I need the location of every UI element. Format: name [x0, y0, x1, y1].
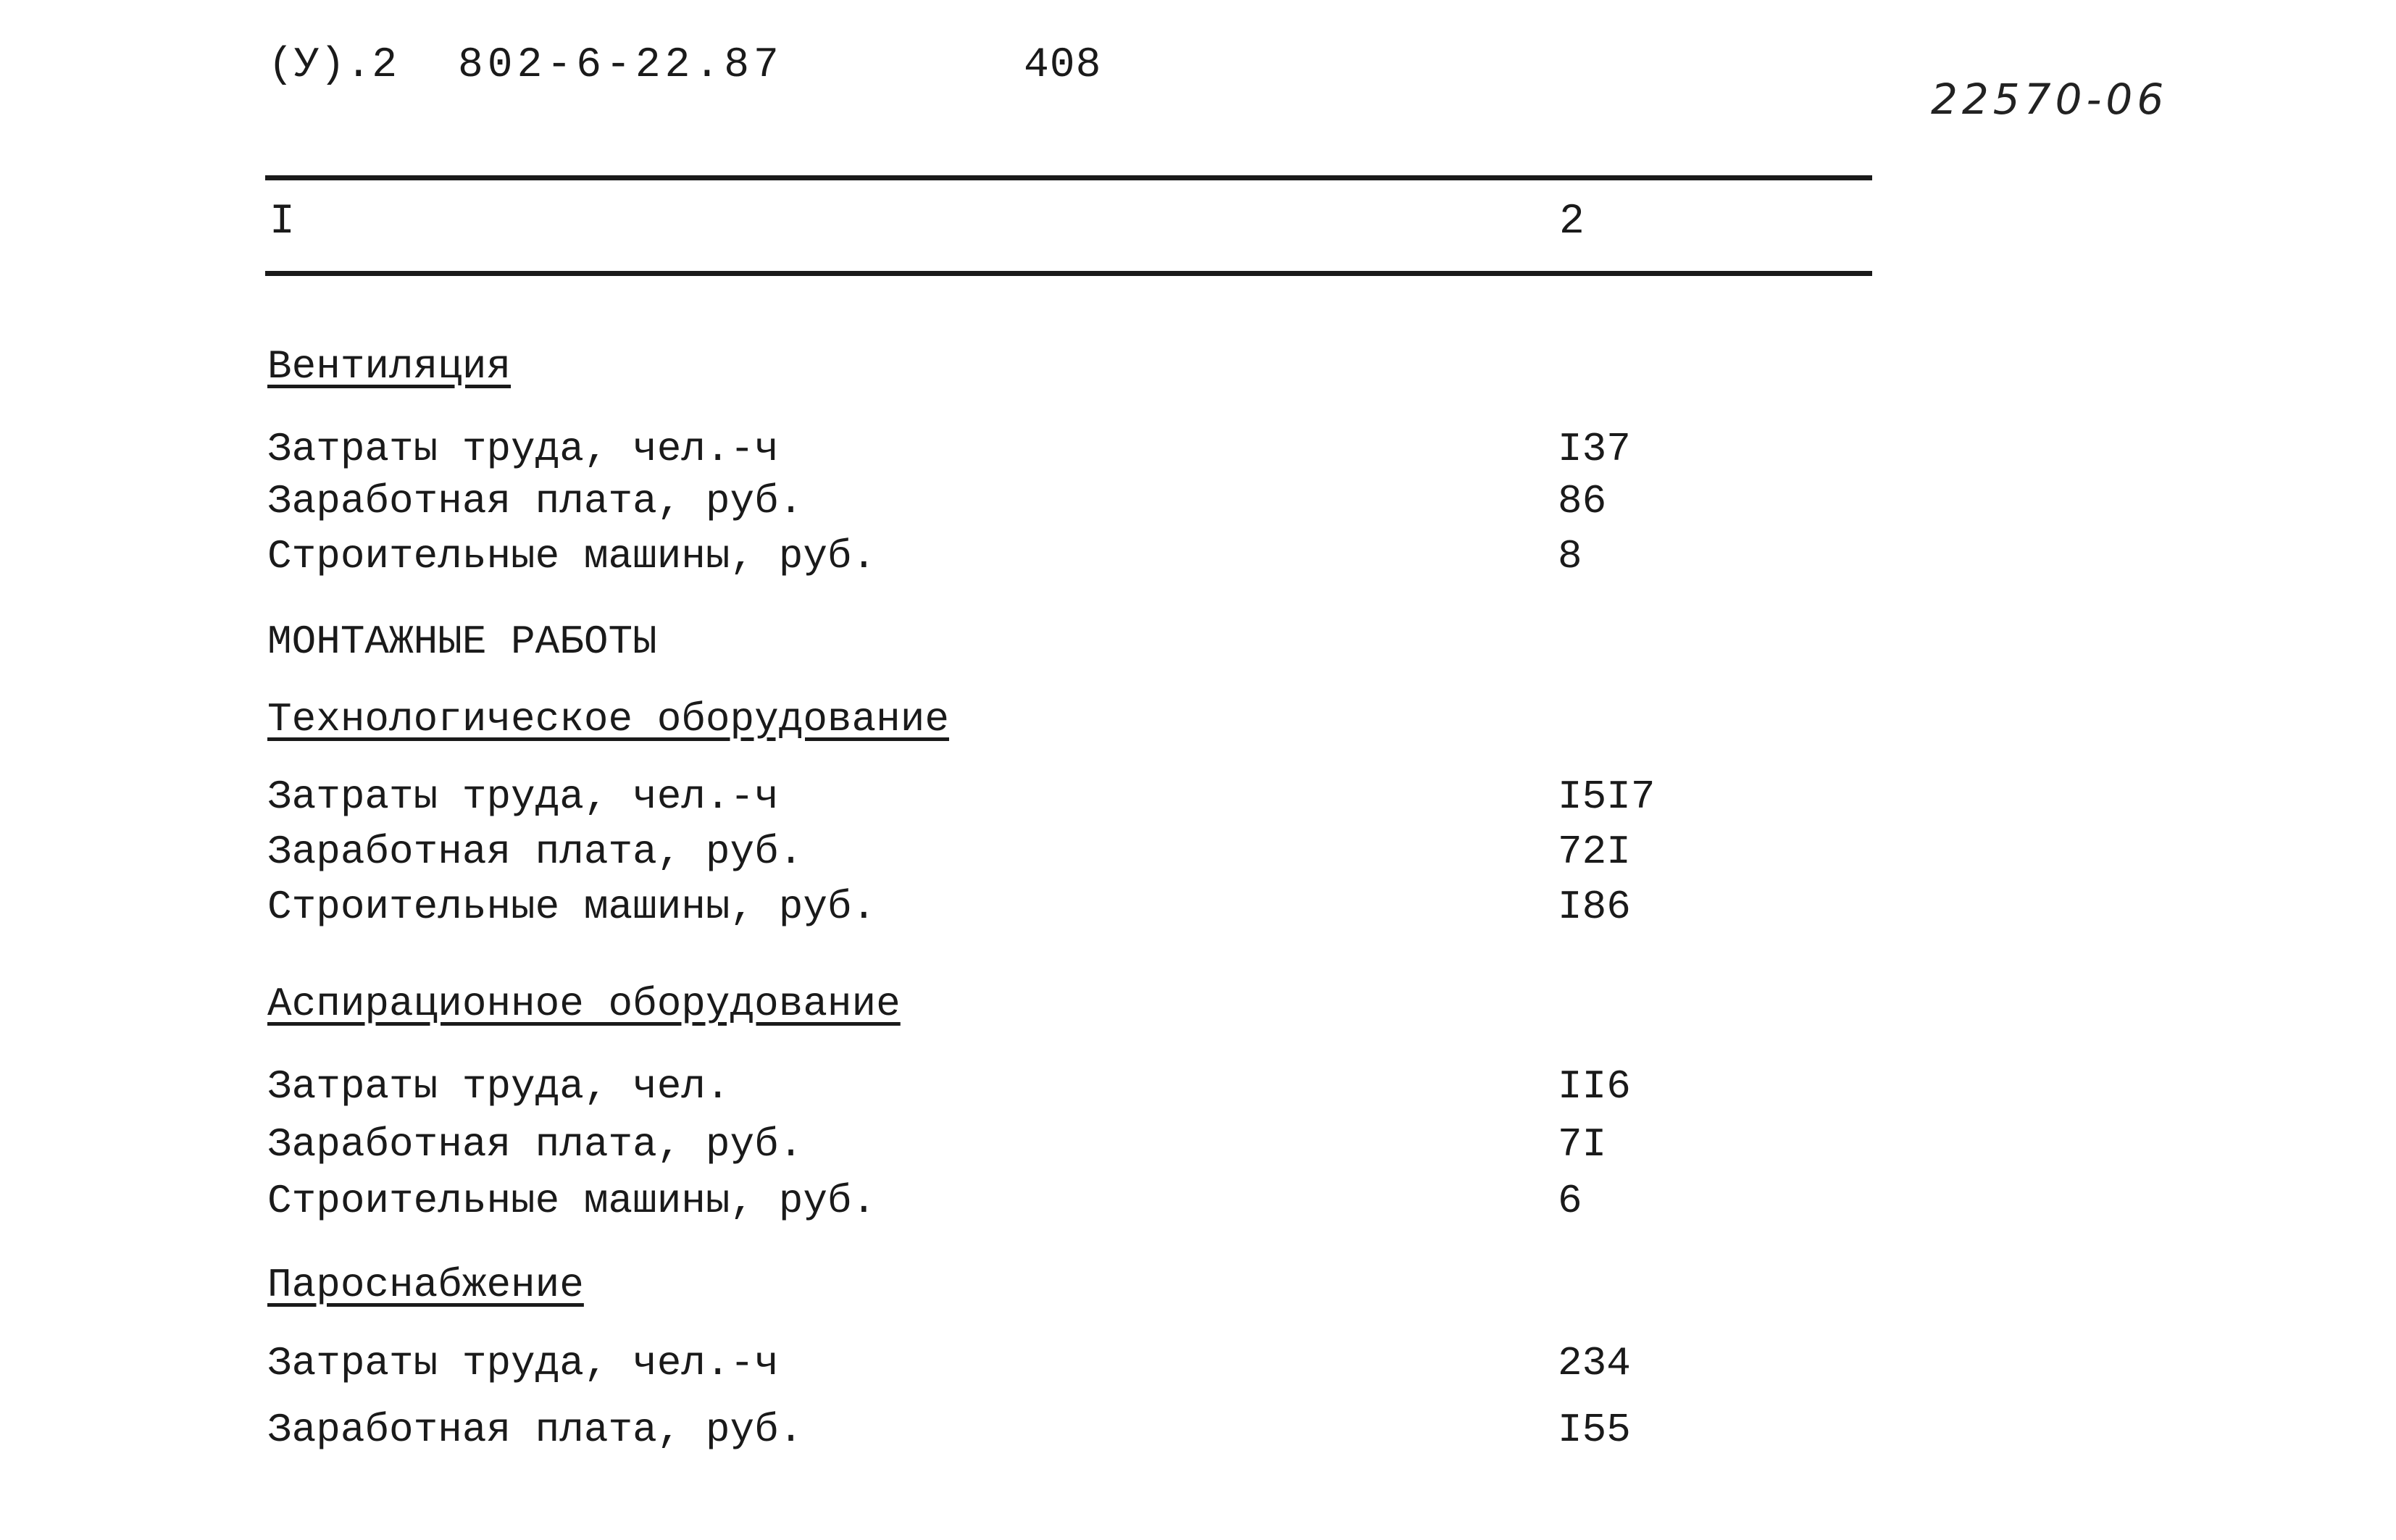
row-label: Заработная плата, руб. [267, 1121, 803, 1168]
document-code: (У).2 [268, 42, 398, 89]
row-value: 7I [1558, 1121, 1607, 1168]
row-value: 86 [1558, 478, 1607, 524]
row-value: I86 [1558, 884, 1631, 930]
section-title-aspiration: Аспирационное оборудование [267, 981, 901, 1027]
table-header-rule [265, 271, 1872, 276]
row-label: Затраты труда, чел.-ч [267, 774, 779, 820]
row-value: I5I7 [1558, 774, 1656, 820]
row-label: Заработная плата, руб. [267, 1407, 803, 1453]
row-value: 8 [1558, 533, 1582, 579]
section-title-tech-equipment: Технологическое оборудование [267, 696, 949, 742]
row-label: Заработная плата, руб. [267, 478, 803, 524]
row-label: Строительные машины, руб. [267, 533, 877, 579]
row-value: I55 [1558, 1407, 1631, 1453]
montage-heading: МОНТАЖНЫЕ РАБОТЫ [267, 619, 657, 665]
row-value: II6 [1558, 1063, 1631, 1110]
row-label: Строительные машины, руб. [267, 1178, 877, 1224]
row-label: Заработная плата, руб. [267, 829, 803, 875]
row-label: Затраты труда, чел.-ч [267, 426, 779, 472]
row-label: Строительные машины, руб. [267, 884, 877, 930]
section-title-ventilation: Вентиляция [267, 343, 512, 390]
row-label: Затраты труда, чел.-ч [267, 1340, 779, 1386]
column-header-2: 2 [1559, 198, 1585, 246]
row-label: Затраты труда, чел. [267, 1063, 730, 1110]
table-top-rule [265, 175, 1872, 180]
page-number: 408 [1024, 42, 1102, 89]
document-number: 802-6-22.87 [458, 42, 783, 89]
row-value: 234 [1558, 1340, 1631, 1386]
row-value: 6 [1558, 1178, 1582, 1224]
row-value: 72I [1558, 829, 1631, 875]
column-header-1: I [270, 198, 295, 246]
row-value: I37 [1558, 426, 1631, 472]
handwritten-number: 22570-06 [1931, 75, 2168, 124]
section-title-steam: Пароснабжение [267, 1262, 584, 1308]
